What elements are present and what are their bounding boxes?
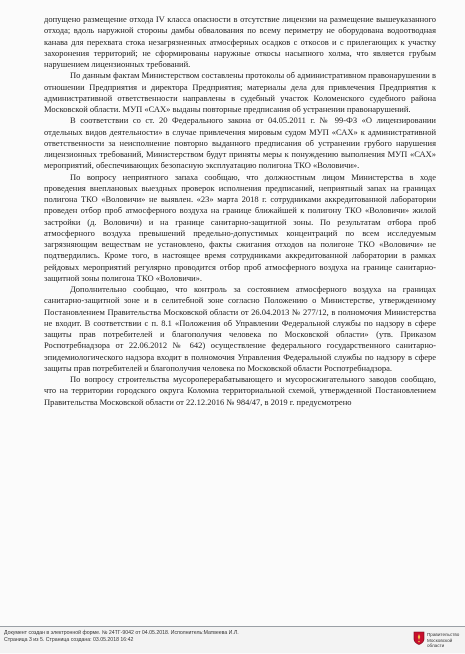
- footer-line-2: Страница 3 из 5. Страница создана: 03.05.2018 16:42: [4, 637, 134, 643]
- paragraph: В соответствии со ст. 20 Федерального закона от 04.05.2011 г. № 99-ФЗ «О лицензировании отдельных видов деятельности» в случае привлечения мировым судом МУП «САХ» к административной ответственности за неисполнение повторно выданного предписания об устранении грубого нарушения лицензионных требований, Министерством будут приняты меры к понуждению выполнения МУП «САХ» мероприятий, обеспечивающих безопасную эксплуатацию полигона ТКО «Воловичи».: [44, 115, 436, 171]
- paragraph: допущено размещение отхода IV класса опасности в отсутствие лицензии на размещение вышеуказанного отхода; вдоль наружной стороны дамбы обвалования по всему периметру не оборудована водоотводная канава для перехвата стока незагрязненных атмосферных осадков с откосов и с прилегающих к участку захоронения территорий; не сформированы наружные откосы насыпного холма, что является грубым нарушением лицензионных требований.: [44, 14, 436, 69]
- gov-line-2: Московской области: [427, 637, 453, 649]
- paragraph: По вопросу строительства мусороперерабатывающего и мусоросжигательного заводов сообщаю, что на территории городского округа Коломна территориальной схемой, утвержденной Постановлением Правительства Московской области от 22.12.2016 № 984/47, в 2019 г. предусмотрено: [44, 374, 436, 407]
- coat-of-arms-icon: [413, 631, 425, 645]
- document-body: [44, 14, 436, 408]
- footer-text: [4, 630, 239, 644]
- document-footer: [0, 626, 465, 653]
- government-caption: [427, 632, 461, 649]
- paragraph: Дополнительно сообщаю, что контроль за состоянием атмосферного воздуха на границах санитарно-защитной зоне и в селитебной зоне согласно Положению о Министерстве, утвержденному Постановлением Правительства Московской области от 26.04.2013 № 277/12, в полномочия Министерства не входит. В соответствии с п. 8.1 «Положения об Управлении Федеральной службы по надзору в сфере защиты прав потребителей и благополучия человека по Московской области» (утв. Приказом Роспотребнадзора от 22.06.2012 № 642) осуществление федерального государственного санитарно-эпидемиологического надзора входит в полномочия Управления Федеральной службы по надзору в сфере защиты прав потребителей и благополучия человека по Московской области Роспотребнадзора.: [44, 284, 436, 373]
- gov-line-1: Правительство: [427, 632, 460, 637]
- paragraph: По вопросу неприятного запаха сообщаю, что должностным лицом Министерства в ходе проведения внеплановых выездных проверок исполнения предписаний, неприятный запах на границах полигона ТКО «Воловичи» не выявлен. «23» марта 2018 г. сотрудниками аккредитованной лаборатории проведен отбор проб атмосферного воздуха на границе ближайшей к полигону ТКО «Воловичи» жилой застройки (д. Воловичи) и на границе санитарно-защитной зоны. По результатам отбора проб атмосферного воздуха превышений предельно-допустимых концентраций по всем исследуемым загрязняющим веществам не установлено, факты сжигания отходов на полигоне ТКО «Воловичи» не подтвердились. Кроме того, в настоящее время сотрудниками аккредитованной лаборатории в рамках рейдовых мероприятий регулярно проводится отбор проб атмосферного воздуха на границе санитарно-защитной зоны полигона ТКО «Воловичи».: [44, 171, 436, 283]
- paragraph: По данным фактам Министерством составлены протоколы об административном правонарушении в отношении Предприятия и директора Предприятия; материалы дела для привлечения Предприятия к административной ответственности направлены в судебный участок Коломенского судебного района Московской области. МУП «САХ» выданы повторные предписания об устранении правонарушений.: [44, 70, 436, 114]
- footer-line-1: Документ создан в электронной форме. № 24ТГ-9042 от 04.05.2018. Исполнитель:Матвеева И.Л.: [4, 630, 239, 636]
